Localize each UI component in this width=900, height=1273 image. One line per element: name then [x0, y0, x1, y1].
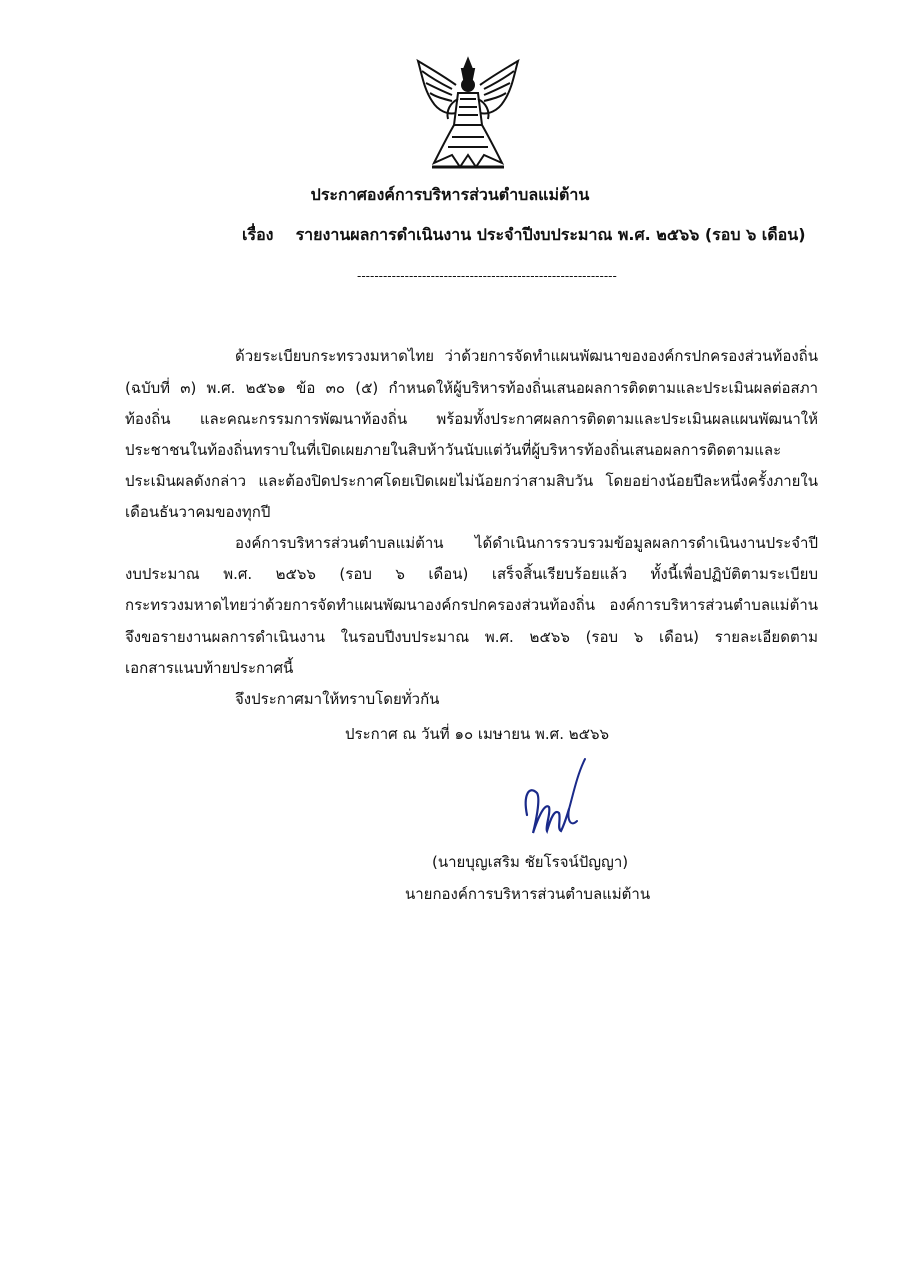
paragraph-line: ด้วยระเบียบกระทรวงมหาดไทย ว่าด้วยการจัดทำแผนพัฒนาขององค์กรปกครองส่วนท้องถิ่น: [235, 347, 818, 365]
paragraph-line: (ฉบับที่ ๓) พ.ศ. ๒๕๖๑ ข้อ ๓๐ (๕) กำหนดให้ผู้บริหารท้องถิ่นเสนอผลการติดตามและประเมินผลต่อสภา: [125, 379, 818, 397]
paragraph-line: องค์การบริหารส่วนตำบลแม่ต้าน ได้ดำเนินการรวบรวมข้อมูลผลการดำเนินงานประจำปี: [235, 534, 818, 552]
paragraph-line: เอกสารแนบท้ายประกาศนี้: [125, 659, 294, 677]
signer-position: นายกองค์การบริหารส่วนตำบลแม่ต้าน: [405, 885, 651, 903]
announcement-date: ประกาศ ณ วันที่ ๑๐ เมษายน พ.ศ. ๒๕๖๖: [345, 725, 610, 743]
subject-label: เรื่อง: [242, 225, 274, 244]
paragraph-line: กระทรวงมหาดไทยว่าด้วยการจัดทำแผนพัฒนาองค์กรปกครองส่วนท้องถิ่น องค์การบริหารส่วนตำบลแม่ต้าน: [125, 596, 818, 614]
garuda-emblem-icon: [412, 55, 524, 175]
paragraph-line: ประเมินผลดังกล่าว และต้องปิดประกาศโดยเปิดเผยไม่น้อยกว่าสามสิบวัน โดยอย่างน้อยปีละหนึ่งครั้งภายใน: [125, 472, 818, 490]
paragraph-line: งบประมาณ พ.ศ. ๒๕๖๖ (รอบ ๖ เดือน) เสร็จสิ้นเรียบร้อยแล้ว ทั้งนี้เพื่อปฏิบัติตามระเบียบ: [125, 565, 818, 583]
closing-line: จึงประกาศมาให้ทราบโดยทั่วกัน: [235, 690, 440, 708]
paragraph-line: จึงขอรายงานผลการดำเนินงาน ในรอบปีงบประมาณ พ.ศ. ๒๕๖๖ (รอบ ๖ เดือน) รายละเอียดตาม: [125, 628, 818, 646]
signature-icon: [515, 755, 595, 850]
separator-rule: ------------------------------------------------------------: [357, 269, 617, 283]
subject-line: [242, 223, 806, 248]
paragraph-line: ประชาชนในท้องถิ่นทราบในที่เปิดเผยภายในสิบห้าวันนับแต่วันที่ผู้บริหารท้องถิ่นเสนอผลการติดตามและ: [125, 441, 782, 459]
announcement-title: ประกาศองค์การบริหารส่วนตำบลแม่ต้าน: [310, 185, 590, 204]
subject-text: รายงานผลการดำเนินงาน ประจำปีงบประมาณ พ.ศ. ๒๕๖๖ (รอบ ๖ เดือน): [295, 225, 806, 244]
paragraph-line: เดือนธันวาคมของทุกปี: [125, 503, 271, 521]
signer-name: (นายบุญเสริม ชัยโรจน์ปัญญา): [432, 853, 629, 871]
paragraph-line: ท้องถิ่น และคณะกรรมการพัฒนาท้องถิ่น พร้อมทั้งประกาศผลการติดตามและประเมินผลแผนพัฒนาให้: [125, 410, 818, 428]
